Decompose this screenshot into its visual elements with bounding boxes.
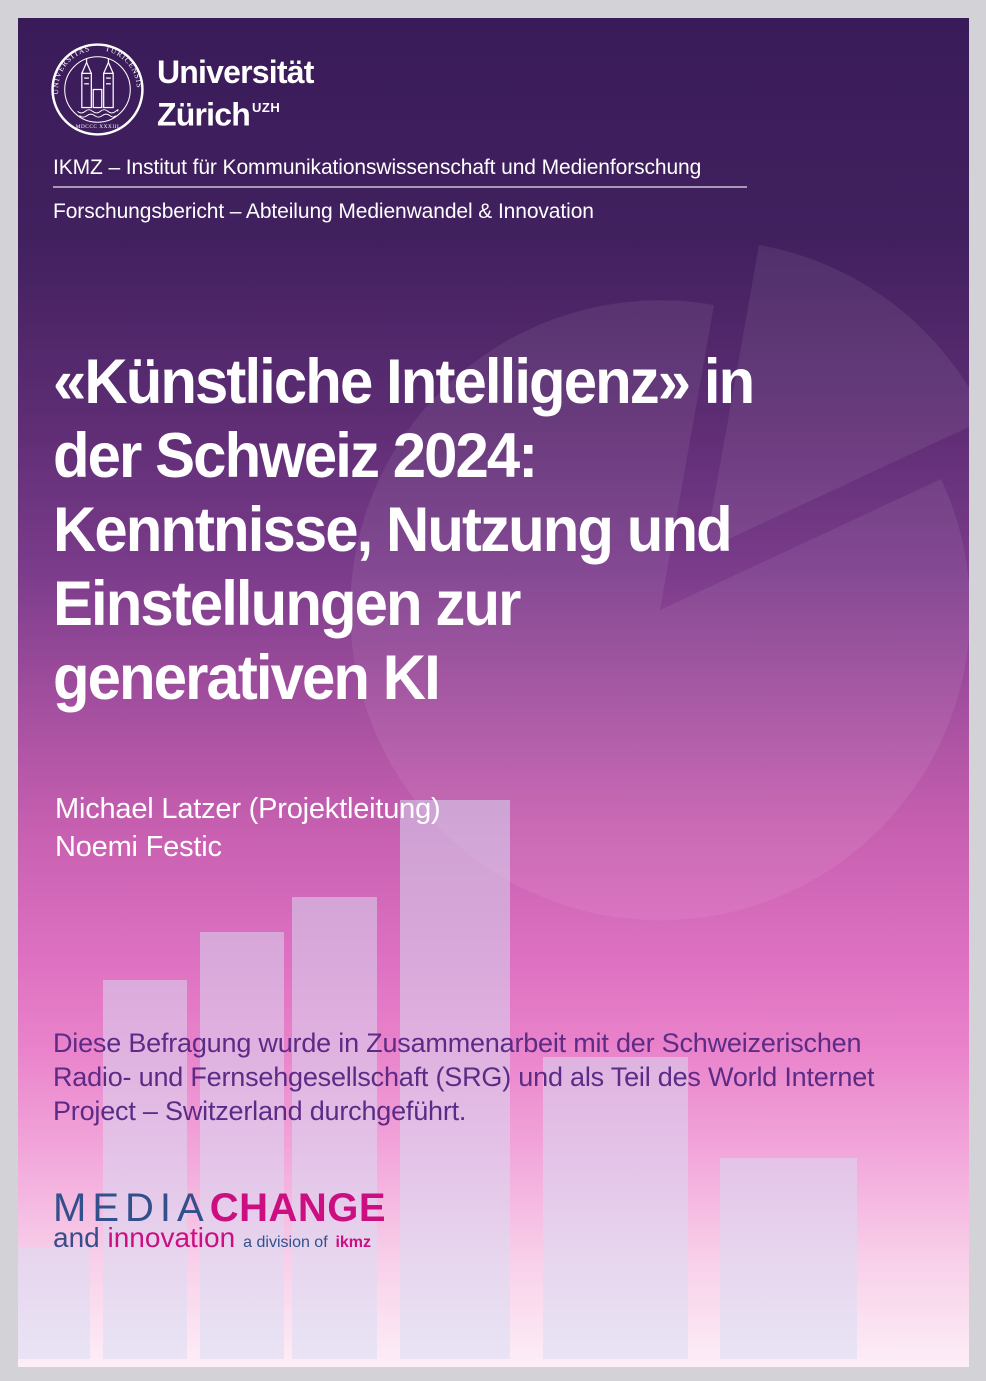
cooperation-note xyxy=(53,1026,874,1128)
uzh-wordmark xyxy=(157,54,314,134)
report-cover-page xyxy=(18,18,969,1367)
mch-media-text: MEDIA xyxy=(53,1186,210,1230)
author-name: Michael Latzer (Projektleitung) xyxy=(55,793,441,825)
uzh-wordmark-line1: Universität xyxy=(157,54,314,90)
title-line: der Schweiz 2024: xyxy=(53,421,537,491)
uzh-wordmark-line2: Zürich $^{UZH}$ xyxy=(157,96,281,133)
grossmuenster-towers-icon xyxy=(78,59,119,118)
title-line: generativen KI xyxy=(53,643,439,713)
seal-year-text: MDCCC XXXIII xyxy=(75,123,120,130)
title-line: «Künstliche Intelligenz» in xyxy=(53,347,754,417)
note-line: Diese Befragung wurde in Zusammenarbeit mit der Schweizerischen xyxy=(53,1028,862,1058)
uzh-seal-logo xyxy=(50,42,145,137)
uzh-abbr: UZH xyxy=(251,100,281,115)
mch-innovation-text: innovation xyxy=(107,1222,236,1253)
mch-and-text: and xyxy=(53,1222,100,1253)
note-line: Project – Switzerland durchgeführt. xyxy=(53,1096,467,1126)
deco-bar xyxy=(720,1158,857,1359)
header-divider xyxy=(53,186,747,188)
seal-text-left: UNIVERSITAS xyxy=(50,43,91,95)
deco-bar xyxy=(292,897,377,1359)
mch-division-text: a division of xyxy=(243,1234,328,1251)
institute-line: IKMZ – Institut für Kommunikationswissenschaft und Medienforschung xyxy=(53,156,702,179)
deco-bar xyxy=(200,932,284,1359)
authors-block xyxy=(55,790,440,866)
author-name: Noemi Festic xyxy=(55,831,222,863)
mch-ikmz-text: ikmz xyxy=(335,1234,372,1251)
media-change-logo xyxy=(53,1188,386,1256)
title-line: Kenntnisse, Nutzung und xyxy=(53,495,731,565)
title-line: Einstellungen zur xyxy=(53,569,520,639)
report-title xyxy=(53,345,753,715)
report-type-line: Forschungsbericht – Abteilung Medienwandel & Innovation xyxy=(53,200,594,223)
seal-text-right: TURICENSIS xyxy=(104,43,144,89)
deco-bar xyxy=(18,1247,90,1359)
mch-change-text: CHANGE xyxy=(209,1186,387,1230)
note-line: Radio- und Fernsehgesellschaft (SRG) und als Teil des World Internet xyxy=(53,1062,875,1092)
